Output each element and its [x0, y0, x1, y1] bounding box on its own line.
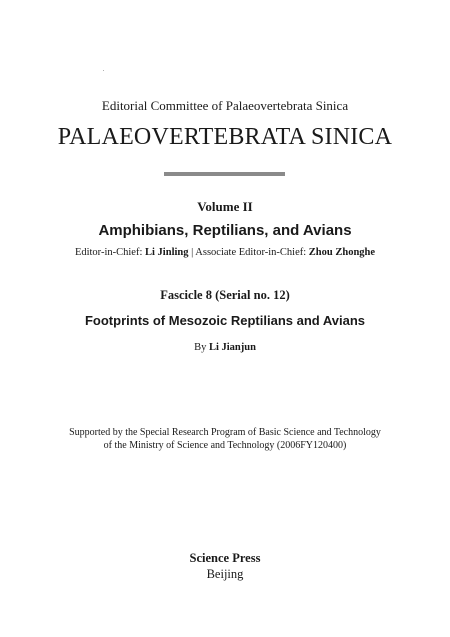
editors-line [0, 247, 450, 258]
associate-editor-name: Zhou Zhonghe [308, 247, 376, 258]
editor-in-chief-label: Editor-in-Chief: [74, 247, 146, 258]
author-line [0, 342, 450, 353]
speck [103, 70, 104, 71]
committee-line: Editorial Committee of Palaeovertebrata Sinica [101, 98, 349, 113]
editors-separator: | [188, 247, 196, 258]
support-line-1: Supported by the Special Research Program of Basic Science and Technology [69, 427, 381, 438]
associate-editor-label: Associate Editor-in-Chief: [195, 247, 309, 258]
volume-title: Amphibians, Reptilians, and Avians [98, 222, 352, 239]
volume-number: Volume II [197, 199, 253, 214]
series-title: PALAEOVERTEBRATA SINICA [57, 124, 393, 150]
author-name: Li Jianjun [208, 342, 256, 353]
fascicle-number: Fascicle 8 (Serial no. 12) [160, 288, 290, 302]
divider-rule [164, 172, 285, 176]
support-line-2: of the Ministry of Science and Technology (2006FY120400) [103, 440, 347, 451]
support-statement [0, 426, 450, 452]
editor-in-chief-name: Li Jinling [145, 247, 189, 258]
author-prefix: By [194, 342, 209, 353]
publisher-name: Science Press [189, 551, 261, 565]
publisher-city: Beijing [206, 567, 244, 581]
fascicle-title: Footprints of Mesozoic Reptilians and Avians [84, 313, 365, 328]
